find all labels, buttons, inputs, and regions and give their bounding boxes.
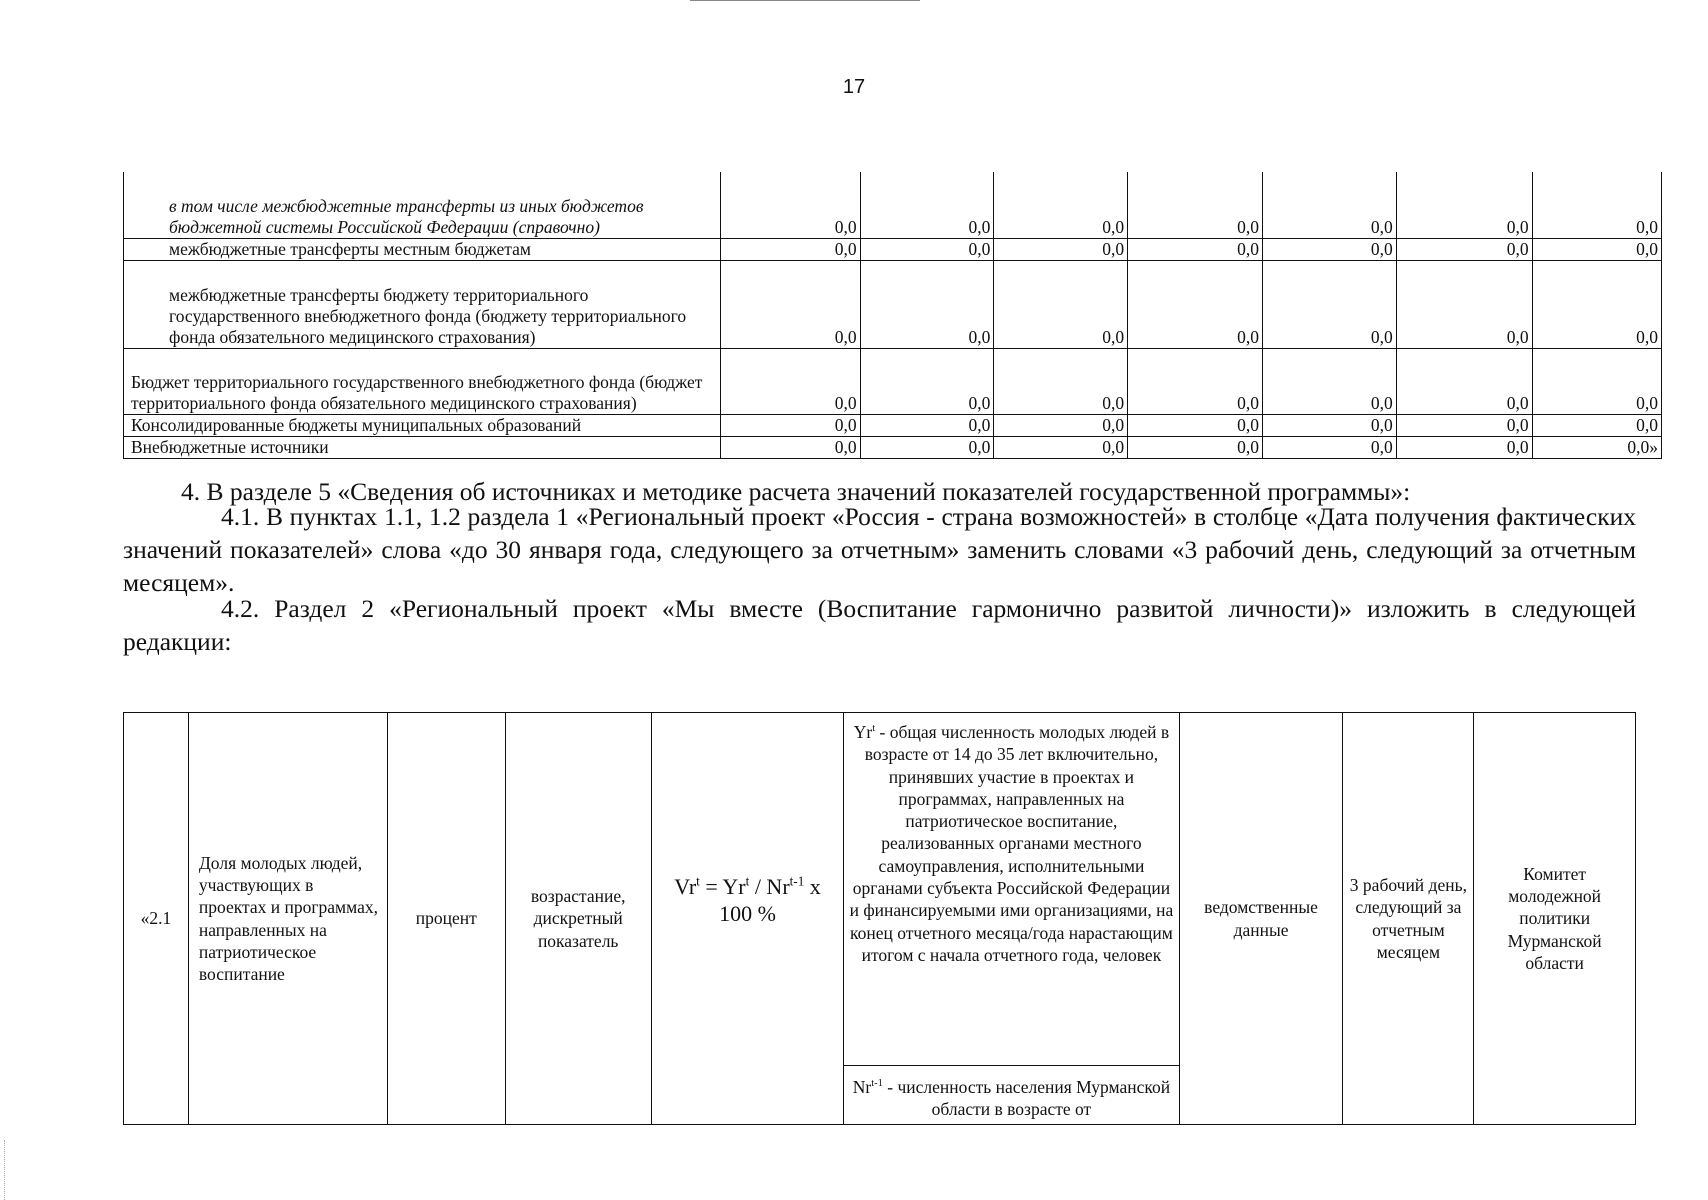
budget-row-label: межбюджетные трансферты бюджету территориального государственного внебюджетного фонда (бюджету территориального фонда обязательного медицинского страхования) — [124, 260, 721, 348]
budget-cell: 0,0 — [1396, 414, 1532, 436]
budget-cell: 0,0 — [994, 436, 1128, 458]
budget-cell: 0,0 — [994, 414, 1128, 436]
page-number: 17 — [842, 76, 866, 98]
budget-row — [124, 172, 1662, 238]
indicator-responsible: Комитет молодежной политики Мурманской области — [1474, 713, 1636, 1125]
budget-cell: 0,0 — [860, 260, 994, 348]
yr-description: Yr$^t$ - общая численность молодых людей в возрасте от 14 до 35 лет включительно, принявших участие в проектах и программах, направленных на патриотическое воспитание, реализованных органами местного самоуправления, исполнительными органами субъекта Российской Федерации и финансируемыми ими организациями, на конец отчетного месяца/года нарастающим итогом с начала отчетного года, человек — [844, 713, 1179, 1066]
budget-cell: 0,0 — [1128, 260, 1263, 348]
budget-cell: 0,0 — [1532, 414, 1661, 436]
budget-row-label: Внебюджетные источники — [124, 436, 721, 458]
budget-row — [124, 414, 1662, 436]
budget-cell: 0,0 — [860, 172, 994, 238]
budget-row — [124, 238, 1662, 260]
budget-table — [123, 172, 1662, 459]
budget-cell: 0,0 — [860, 238, 994, 260]
budget-cell: 0,0 — [1262, 260, 1396, 348]
budget-cell: 0,0 — [994, 348, 1128, 414]
budget-cell: 0,0 — [1396, 172, 1532, 238]
budget-cell: 0,0 — [721, 436, 860, 458]
budget-cell: 0,0 — [721, 414, 860, 436]
budget-cell: 0,0 — [1262, 348, 1396, 414]
indicator-unit: процент — [387, 713, 505, 1125]
budget-row — [124, 260, 1662, 348]
paragraph-4-1-text: 4.1. В пунктах 1.1, 1.2 раздела 1 «Региональный проект «Россия - страна возможностей» в столбце «Дата получения фактических значений показателей» слова «до 30 января года, следующего за отчетным» заменить словами «3 рабочий день, следующий за отчетным месяцем». — [123, 502, 1636, 597]
top-rule — [690, 0, 920, 1]
nr-description: Nr$^{t-1}$ - численность населения Мурманской области в возрасте от — [844, 1066, 1179, 1125]
budget-row-label: Бюджет территориального государственного внебюджетного фонда (бюджет территориального фонда обязательного медицинского страхования) — [124, 348, 721, 414]
budget-row-label: межбюджетные трансферты местным бюджетам — [124, 238, 721, 260]
indicator-formula: $Vr^t = Yr^t / Nr^{t-1}$ х 100 % — [651, 713, 843, 1125]
indicator-name: Доля молодых людей, участвующих в проектах и программах, направленных на патриотическое воспитание — [188, 713, 387, 1125]
budget-cell: 0,0 — [1128, 348, 1263, 414]
paragraph-4-text: 4. В разделе 5 «Сведения об источниках и методике расчета значений показателей государственной программы»: — [181, 477, 1411, 506]
paragraph-4-2 — [123, 592, 1636, 658]
indicator-table — [123, 712, 1636, 1125]
budget-cell: 0,0 — [860, 414, 994, 436]
budget-cell: 0,0 — [860, 436, 994, 458]
budget-row-label: в том числе межбюджетные трансферты из иных бюджетов бюджетной системы Российской Федерации (справочно) — [124, 172, 721, 238]
budget-row — [124, 436, 1662, 458]
budget-cell: 0,0 — [1128, 414, 1263, 436]
budget-cell: 0,0 — [1128, 436, 1263, 458]
budget-cell: 0,0 — [1128, 238, 1263, 260]
budget-cell: 0,0 — [860, 348, 994, 414]
budget-row-label: Консолидированные бюджеты муниципальных образований — [124, 414, 721, 436]
budget-cell: 0,0 — [1396, 260, 1532, 348]
budget-cell: 0,0 — [1262, 238, 1396, 260]
indicator-source: ведомственные данные — [1179, 713, 1343, 1125]
paragraph-4-1 — [123, 500, 1636, 599]
budget-cell: 0,0 — [1532, 238, 1661, 260]
paragraph-4-2-text: 4.2. Раздел 2 «Региональный проект «Мы вместе (Воспитание гармонично развитой личности)» изложить в следующей редакции: — [123, 594, 1636, 656]
budget-cell: 0,0 — [1262, 436, 1396, 458]
budget-cell: 0,0» — [1532, 436, 1661, 458]
budget-cell: 0,0 — [1532, 260, 1661, 348]
budget-cell: 0,0 — [721, 172, 860, 238]
budget-cell: 0,0 — [1396, 348, 1532, 414]
budget-cell: 0,0 — [994, 172, 1128, 238]
budget-cell: 0,0 — [1262, 172, 1396, 238]
budget-cell: 0,0 — [994, 260, 1128, 348]
budget-cell: 0,0 — [1396, 238, 1532, 260]
scan-margin-marks — [4, 1140, 7, 1200]
budget-cell: 0,0 — [1532, 172, 1661, 238]
budget-cell: 0,0 — [721, 260, 860, 348]
indicator-dynamics: возрастание, дискретный показатель — [505, 713, 651, 1125]
budget-cell: 0,0 — [1128, 172, 1263, 238]
budget-cell: 0,0 — [1396, 436, 1532, 458]
budget-cell: 0,0 — [1532, 348, 1661, 414]
budget-cell: 0,0 — [721, 238, 860, 260]
indicator-date: 3 рабочий день, следующий за отчетным месяцем — [1343, 713, 1474, 1125]
budget-cell: 0,0 — [1262, 414, 1396, 436]
budget-cell: 0,0 — [994, 238, 1128, 260]
budget-cell: 0,0 — [721, 348, 860, 414]
indicator-number: «2.1 — [124, 713, 189, 1125]
budget-row — [124, 348, 1662, 414]
